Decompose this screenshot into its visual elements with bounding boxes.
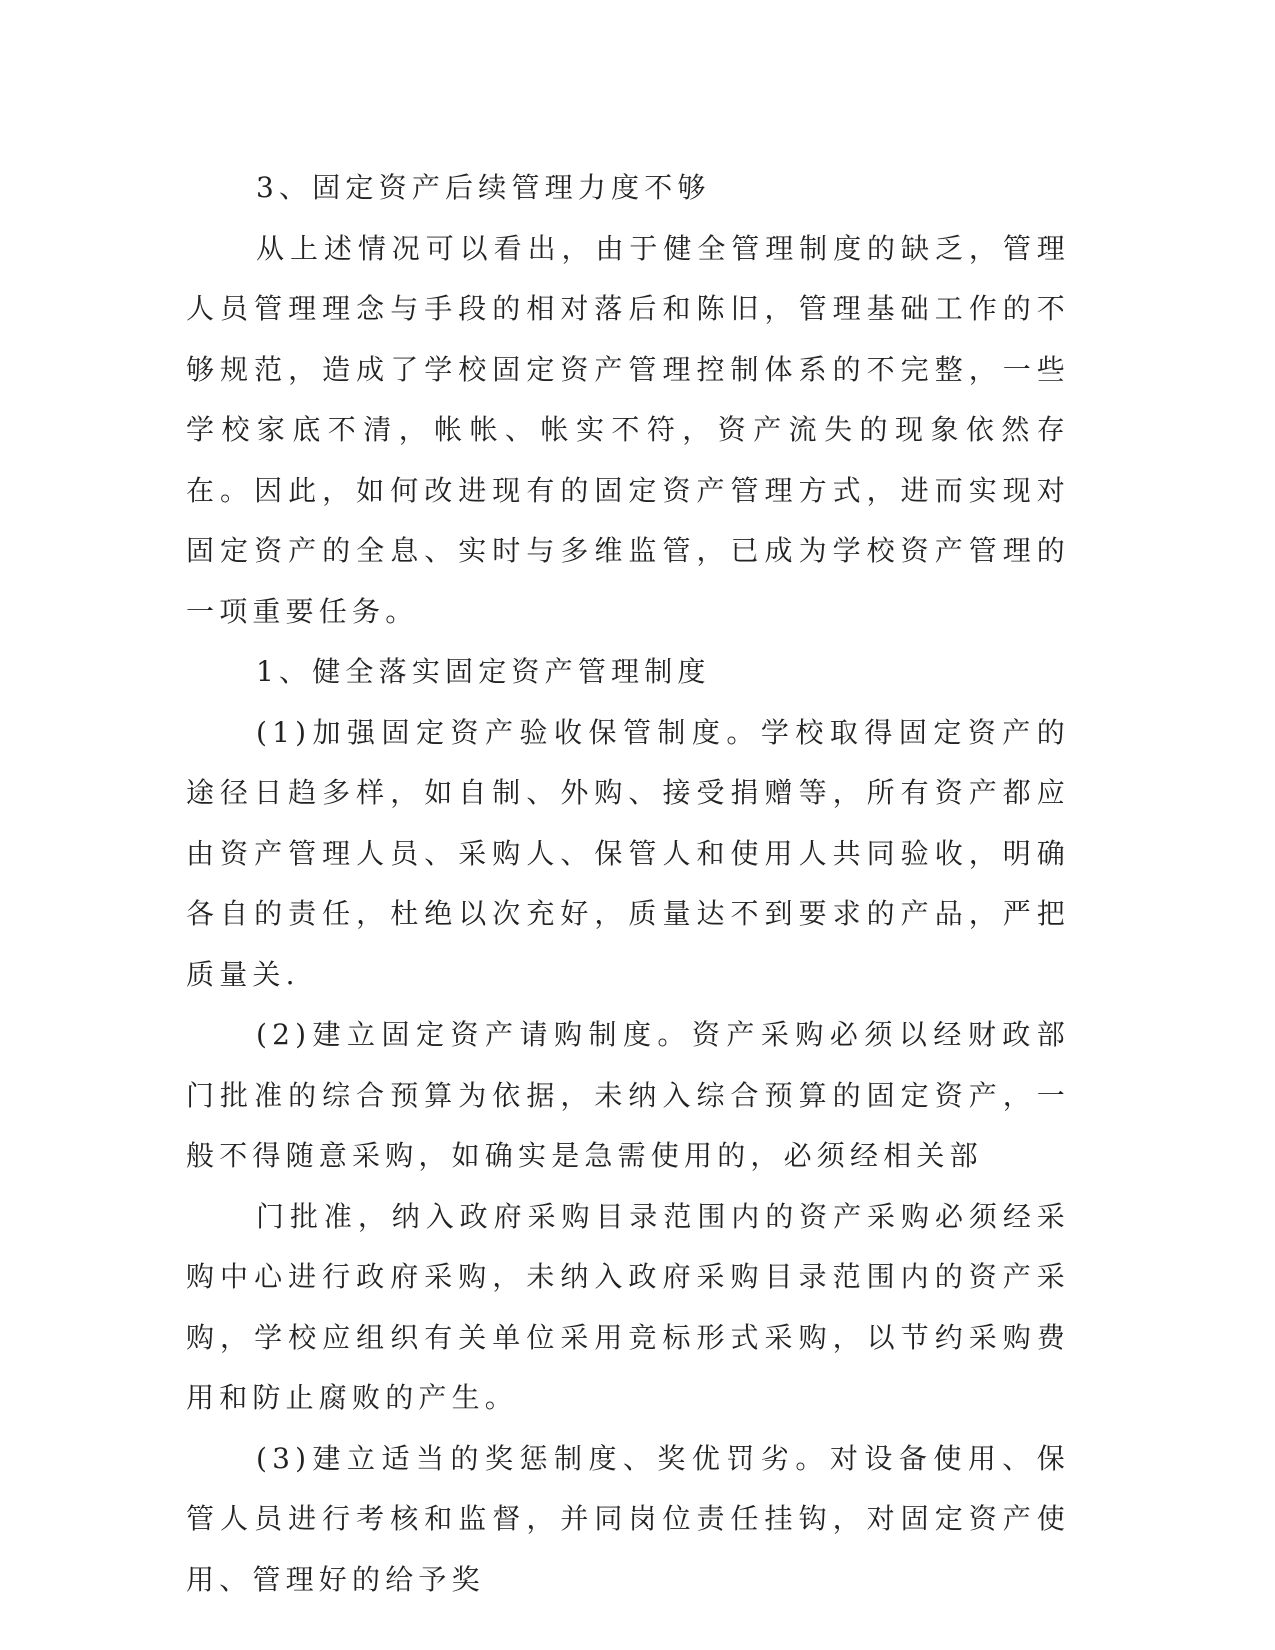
- section-heading-3: 3、固定资产后续管理力度不够: [256, 171, 711, 204]
- document-body: [186, 158, 1070, 1610]
- paragraph-purchase-request: (2)建立固定资产请购制度。资产采购必须以经财政部门批准的综合预算为依据，未纳入综合预算的固定资产，一般不得随意采购，如确实是急需使用的，必须经相关部: [186, 1018, 1070, 1172]
- paragraph-government-procurement: 门批准，纳入政府采购目录范围内的资产采购必须经采购中心进行政府采购，未纳入政府采购目录范围内的资产采购，学校应组织有关单位采用竞标形式采购，以节约采购费用和防止腐败的产生。: [186, 1199, 1070, 1414]
- paragraph-acceptance-custody: (1)加强固定资产验收保管制度。学校取得固定资产的途径日趋多样，如自制、外购、接受捐赠等，所有资产都应由资产管理人员、采购人、保管人和使用人共同验收，明确各自的责任，杜绝以次充好，质量达不到要求的产品，严把质量关.: [186, 715, 1070, 991]
- paragraph-reward-punishment: (3)建立适当的奖惩制度、奖优罚劣。对设备使用、保管人员进行考核和监督，并同岗位责任挂钩，对固定资产使用、管理好的给予奖: [186, 1441, 1070, 1596]
- section-heading-1: 1、健全落实固定资产管理制度: [256, 655, 711, 688]
- paragraph-situation-summary: 从上述情况可以看出，由于健全管理制度的缺乏，管理人员管理理念与手段的相对落后和陈旧，管理基础工作的不够规范，造成了学校固定资产管理控制体系的不完整，一些学校家底不清，帐帐、帐实不符，资产流失的现象依然存在。因此，如何改进现有的固定资产管理方式，进而实现对固定资产的全息、实时与多维监管，已成为学校资产管理的一项重要任务。: [186, 231, 1070, 628]
